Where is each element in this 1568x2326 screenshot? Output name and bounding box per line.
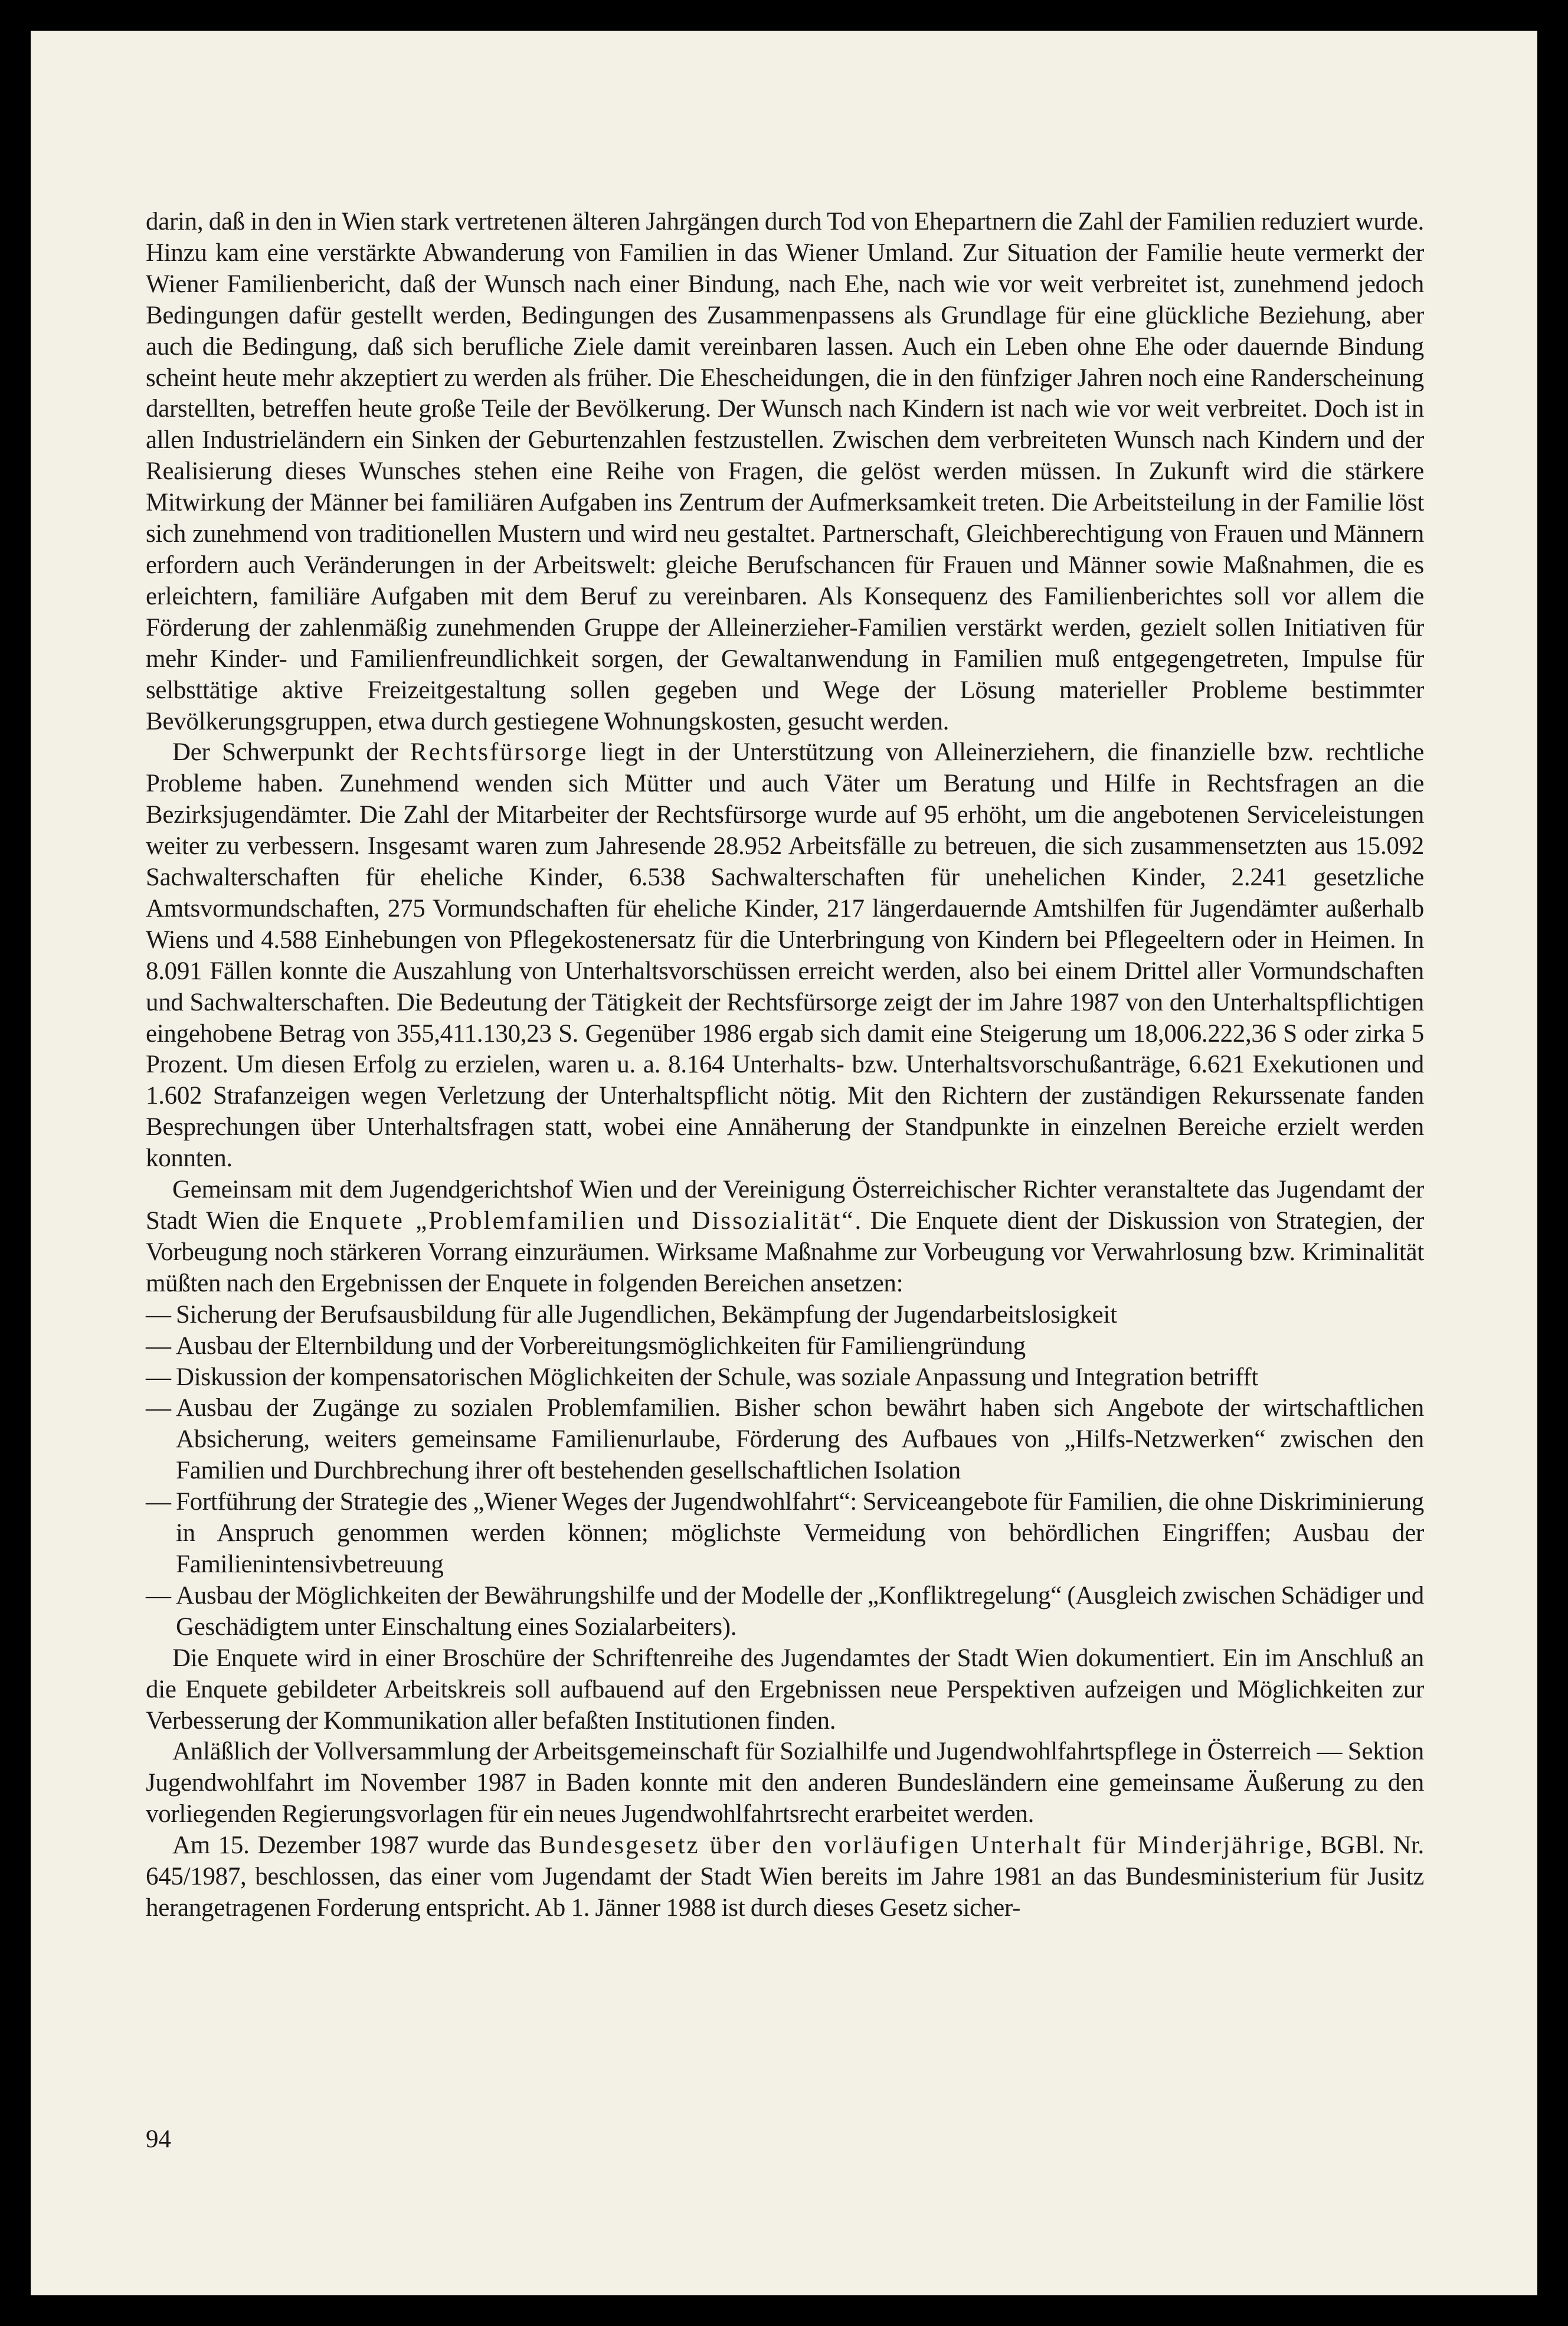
spaced-term-enquete: Enquete „Problemfamilien und Dissozialität“: [309, 1207, 855, 1235]
paragraph-family-report: darin, daß in den in Wien stark vertretenen älteren Jahrgängen durch Tod von Ehepartnern die Zahl der Familien reduziert wurde. Hinzu kam eine verstärkte Abwanderung von Familien in das Wiener Umland. Zur Situation der Familie heute vermerkt der Wiener Familienbericht, daß der Wunsch nach einer Bindung, nach Ehe, nach wie vor weit verbreitet ist, zunehmend jedoch Bedingungen dafür gestellt werden, Bedingungen des Zusammenpassens als Grundlage für eine glückliche Beziehung, aber auch die Bedingung, daß sich berufliche Ziele damit vereinbaren lassen. Auch ein Leben ohne Ehe oder dauernde Bindung scheint heute mehr akzeptiert zu werden als früher. Die Ehescheidungen, die in den fünfziger Jahren noch eine Randerscheinung darstellten, betreffen heute große Teile der Bevölkerung. Der Wunsch nach Kindern ist nach wie vor weit verbreitet. Doch ist in allen Industrieländern ein Sinken der Geburtenzahlen festzustellen. Zwischen dem verbreiteten Wunsch nach Kindern und der Realisierung dieses Wunsches stehen eine Reihe von Fragen, die gelöst werden müssen. In Zukunft wird die stärkere Mitwirkung der Männer bei familiären Aufgaben ins Zentrum der Aufmerksamkeit treten. Die Arbeitsteilung in der Familie löst sich zunehmend von traditionellen Mustern und wird neu gestaltet. Partnerschaft, Gleichberechtigung von Frauen und Männern erfordern auch Veränderungen in der Arbeitswelt: gleiche Berufschancen für Frauen und Männer sowie Maßnahmen, die es erleichtern, familiäre Aufgaben mit dem Beruf zu vereinbaren. Als Konsequenz des Familienberichtes soll vor allem die Förderung der zahlenmäßig zunehmenden Gruppe der Alleinerzieher-Familien verstärkt werden, gezielt sollen Initiativen für mehr Kinder- und Familienfreundlichkeit sorgen, der Gewaltanwendung in Familien muß entgegengetreten, Impulse für selbsttätige aktive Freizeitgestaltung sollen gegeben und Wege der Lösung materieller Probleme bestimmter Bevölkerungsgruppen, etwa durch gestiegene Wohnungskosten, gesucht werden.: [146, 208, 1424, 735]
document-page: [31, 31, 1537, 2295]
dash-marker: —: [146, 1363, 171, 1391]
paragraph-vollversammlung: Anläßlich der Vollversammlung der Arbeitsgemeinschaft für Sozialhilfe und Jugendwohlfahrtspflege in Österreich — Sektion Jugendwohlfahrt im November 1987 in Baden konnte mit den anderen Bundesländern eine gemeinsame Äußerung zu den vorliegenden Regierungsvorlagen für ein neues Jugendwohlfahrtsrecht erarbeitet werden.: [146, 1738, 1424, 1828]
list-item: — Ausbau der Zugänge zu sozialen Problemfamilien. Bisher schon bewährt haben sich Angebote der wirtschaftlichen Absicherung, weiters gemeinsame Familienurlaube, Förderung des Aufbaues von „Hilfs-Netzwerken“ zwischen den Familien und Durchbrechung ihrer oft bestehenden gesellschaftlichen Isolation: [146, 1394, 1424, 1485]
list-item: — Fortführung der Strategie des „Wiener Weges der Jugendwohlfahrt“: Serviceangebote für Familien, die ohne Diskriminierung in Anspruch genommen werden können; möglichste Vermeidung von behördlichen Eingriffen; Ausbau der Familienintensivbetreuung: [146, 1488, 1424, 1578]
dash-marker: —: [146, 1394, 171, 1422]
list-item: — Sicherung der Berufsausbildung für alle Jugendlichen, Bekämpfung der Jugendarbeitslosigkeit: [146, 1300, 1424, 1331]
page-number: 94: [146, 2125, 171, 2153]
list-item: — Ausbau der Möglichkeiten der Bewährungshilfe und der Modelle der „Konfliktregelung“ (Ausgleich zwischen Schädiger und Geschädigtem unter Einschaltung eines Sozialarbeiters).: [146, 1581, 1424, 1641]
body-text: [146, 207, 1424, 1924]
paragraph-rechtsfuersorge: Der Schwerpunkt der Rechtsfürsorge liegt in der Unterstützung von Alleinerziehern, die finanzielle bzw. rechtliche Probleme haben. Zunehmend wenden sich Mütter und auch Väter um Beratung und Hilfe in Rechtsfragen an die Bezirksjugendämter. Die Zahl der Mitarbeiter der Rechtsfürsorge wurde auf 95 erhöht, um die angebotenen Serviceleistungen weiter zu verbessern. Insgesamt waren zum Jahresende 28.952 Arbeitsfälle zu betreuen, die sich zusammensetzten aus 15.092 Sachwalterschaften für eheliche Kinder, 6.538 Sachwalterschaften für unehelichen Kinder, 2.241 gesetzliche Amtsvormundschaften, 275 Vormundschaften für eheliche Kinder, 217 längerdauernde Amtshilfen für Jugendämter außerhalb Wiens und 4.588 Einhebungen von Pflegekostenersatz für die Unterbringung von Kindern bei Pflegeeltern oder in Heimen. In 8.091 Fällen konnte die Auszahlung von Unterhaltsvorschüssen erreicht werden, also bei einem Drittel aller Vormundschaften und Sachwalterschaften. Die Bedeutung der Tätigkeit der Rechtsfürsorge zeigt der im Jahre 1987 von den Unterhaltspflichtigen eingehobene Betrag von 355,411.130,23 S. Gegenüber 1986 ergab sich damit eine Steigerung um 18,006.222,36 S oder zirka 5 Prozent. Um diesen Erfolg zu erzielen, waren u. a. 8.164 Unterhalts- bzw. Unterhaltsvorschußanträge, 6.621 Exekutionen und 1.602 Strafanzeigen wegen Verletzung der Unterhaltspflicht nötig. Mit den Richtern der zuständigen Rekurssenate fanden Besprechungen über Unterhaltsfragen statt, wobei eine Annäherung der Standpunkte in einzelnen Bereiche erzielt werden konnten.: [146, 738, 1424, 1173]
paragraph-broschuere: Die Enquete wird in einer Broschüre der Schriftenreihe des Jugendamtes der Stadt Wien dokumentiert. Ein im Anschluß an die Enquete gebildeter Arbeitskreis soll aufbauend auf den Ergebnissen neue Perspektiven aufzeigen und Möglichkeiten zur Verbesserung der Kommunikation aller befaßten Institutionen finden.: [146, 1644, 1424, 1735]
dash-marker: —: [146, 1300, 171, 1329]
paragraph-bundesgesetz: Am 15. Dezember 1987 wurde das Bundesgesetz über den vorläufigen Unterhalt für Minderjährige, BGBl. Nr. 645/1987, beschlossen, das einer vom Jugendamt der Stadt Wien bereits im Jahre 1981 an das Bundesministerium für Jusitz herangetragenen Forderung entspricht. Ab 1. Jänner 1988 ist durch dieses Gesetz sicher-: [146, 1831, 1425, 1922]
measures-list: [146, 1300, 1424, 1643]
dash-marker: —: [146, 1581, 171, 1609]
dash-marker: —: [146, 1488, 171, 1516]
dash-marker: —: [146, 1332, 171, 1360]
list-item: — Diskussion der kompensatorischen Möglichkeiten der Schule, was soziale Anpassung und Integration betrifft: [146, 1362, 1424, 1393]
spaced-term-rechtsfuersorge: Rechtsfürsorge: [410, 738, 588, 767]
paragraph-enquete: Gemeinsam mit dem Jugendgerichtshof Wien und der Vereinigung Österreichischer Richter veranstaltete das Jugendamt der Stadt Wien die Enquete „Problemfamilien und Dissozialität“. Die Enquete dient der Diskussion von Strategien, der Vorbeugung noch stärkeren Vorrang einzuräumen. Wirksame Maßnahme zur Vorbeugung vor Verwahrlosung bzw. Kriminalität müßten nach den Ergebnissen der Enquete in folgenden Bereichen ansetzen:: [146, 1176, 1424, 1297]
list-item: — Ausbau der Elternbildung und der Vorbereitungsmöglichkeiten für Familiengründung: [146, 1331, 1424, 1362]
spaced-term-bundesgesetz: Bundesgesetz über den vorläufigen Unterhalt für Minderjährige: [539, 1831, 1306, 1860]
